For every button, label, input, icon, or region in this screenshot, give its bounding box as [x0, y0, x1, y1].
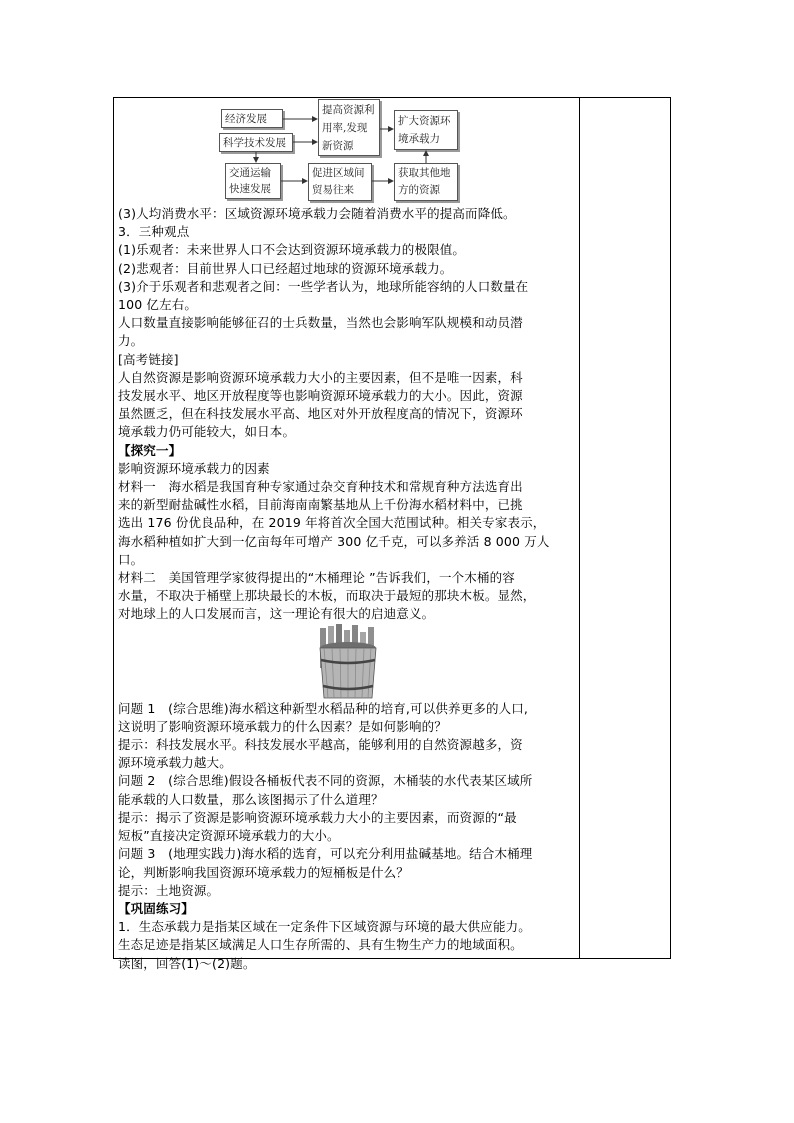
- flow-text: 快速发展: [229, 183, 271, 195]
- text-line: (3)介于乐观者和悲观者之间：一些学者认为，地球所能容纳的人口数量在: [118, 278, 529, 294]
- text-line: 读图，回答(1)～(2)题。: [118, 955, 256, 971]
- text-line: 提示：科技发展水平。科技发展水平越高，能够利用的自然资源越多，资: [118, 737, 523, 753]
- bucket-figure: [118, 624, 576, 700]
- flow-arrows: [118, 97, 576, 205]
- text-line: 技发展水平、地区开放程度等也影响资源环境承载力的大小。因此，资源: [118, 388, 523, 404]
- flow-text: 经济发展: [225, 113, 267, 125]
- text-line: 材料二 美国管理学家彼得提出的“木桶理论 ”告诉我们，一个木桶的容: [118, 570, 515, 586]
- text-line: (2)悲观者：目前世界人口已经超过地球的资源环境承载力。: [118, 260, 453, 276]
- text-line: (1)乐观者：未来世界人口不会达到资源环境承载力的极限值。: [118, 242, 466, 258]
- text-line: 问题 3 (地理实践力)海水稻的选育，可以充分利用盐碱基地。结合木桶理: [118, 846, 533, 862]
- text-line: 选出 176 份优良品种，在 2019 年将首次全国大范围试种。相关专家表示，: [118, 515, 546, 531]
- text-line: 论，判断影响我国资源环境承载力的短桶板是什么？: [118, 864, 409, 880]
- flow-text: 扩大资源环: [398, 115, 451, 127]
- flowchart: [118, 97, 576, 205]
- text-line: 境承载力仍可能较大，如日本。: [118, 424, 296, 440]
- text-line: 【巩固练习】: [118, 900, 194, 916]
- flow-text: 提高资源利: [322, 104, 375, 116]
- text-line: 对地球上的人口发展而言，这一理论有很大的启迪意义。: [118, 606, 435, 622]
- text-line: 水量，不取决于桶壁上那块最长的木板，而取决于最短的那块木板。显然，: [118, 588, 536, 604]
- text-line: 人口数量直接影响能够征召的士兵数量，当然也会影响军队规模和动员潜: [118, 315, 523, 331]
- text-line: 人自然资源是影响资源环境承载力大小的主要因素，但不是唯一因素，科: [118, 369, 523, 385]
- main-cell: [118, 97, 576, 973]
- text-line: 材料一 海水稻是我国育种专家通过杂交育种技术和常规育种方法选育出: [118, 479, 523, 495]
- text-line: 这说明了影响资源环境承载力的什么因素？是如何影响的？: [118, 718, 447, 734]
- text-line: 提示：土地资源。: [118, 882, 220, 898]
- text-line: 100 亿左右。: [118, 297, 198, 313]
- text-line: 问题 1 (综合思维)海水稻这种新型水稻品种的培育,可以供养更多的人口,: [118, 700, 529, 716]
- text-line: 1．生态承载力是指某区域在一定条件下区域资源与环境的最大供应能力。: [118, 919, 531, 935]
- flow-text: 新资源: [322, 140, 354, 152]
- text-line: 虽然匮乏，但在科技发展水平高、地区对外开放程度高的情况下，资源环: [118, 406, 523, 422]
- text-line: [高考链接]: [118, 351, 179, 367]
- flow-text: 境承载力: [398, 133, 440, 145]
- text-line: 能承载的人口数量，那么该图揭示了什么道理？: [118, 791, 384, 807]
- flow-text: 交通运输: [229, 167, 271, 179]
- text-line: 生态足迹是指某区域满足人口生存所需的、具有生物生产力的地域面积。: [118, 937, 523, 953]
- text-line: 提示：揭示了资源是影响资源环境承载力大小的主要因素，而资源的“最: [118, 809, 517, 825]
- text-line: 短板”直接决定资源环境承载力的大小。: [118, 828, 340, 844]
- flow-text: 科学技术发展: [223, 137, 286, 149]
- body-text-part2: [118, 700, 576, 973]
- text-line: 【探究一】: [118, 442, 182, 458]
- text-line: 问题 2 (综合思维)假设各桶板代表不同的资源，木桶装的水代表某区域所: [118, 773, 533, 789]
- text-line: 力。: [118, 333, 144, 349]
- text-line: 源环境承载力越大。: [118, 755, 232, 771]
- column-divider: [579, 97, 580, 959]
- text-line: 海水稻种植如扩大到一亿亩每年可增产 300 亿千克，可以多养活 8 000 万人: [118, 533, 550, 549]
- text-line: 影响资源环境承载力的因素: [118, 460, 270, 476]
- flow-text: 获取其他地: [398, 167, 451, 179]
- flow-text: 贸易往来: [312, 184, 354, 196]
- flow-text: 用率,发现: [322, 122, 368, 134]
- text-line: 3．三种观点: [118, 224, 190, 240]
- flow-text: 方的资源: [398, 184, 440, 196]
- text-line: 口。: [118, 551, 144, 567]
- flow-text: 促进区域间: [312, 167, 365, 179]
- wooden-bucket-image: [118, 624, 576, 700]
- body-text-part1: [118, 205, 576, 624]
- text-line: (3)人均消费水平：区域资源环境承载力会随着消费水平的提高而降低。: [118, 206, 516, 221]
- text-line: 来的新型耐盐碱性水稻，目前海南南繁基地从上千份海水稻材料中，已挑: [118, 497, 523, 513]
